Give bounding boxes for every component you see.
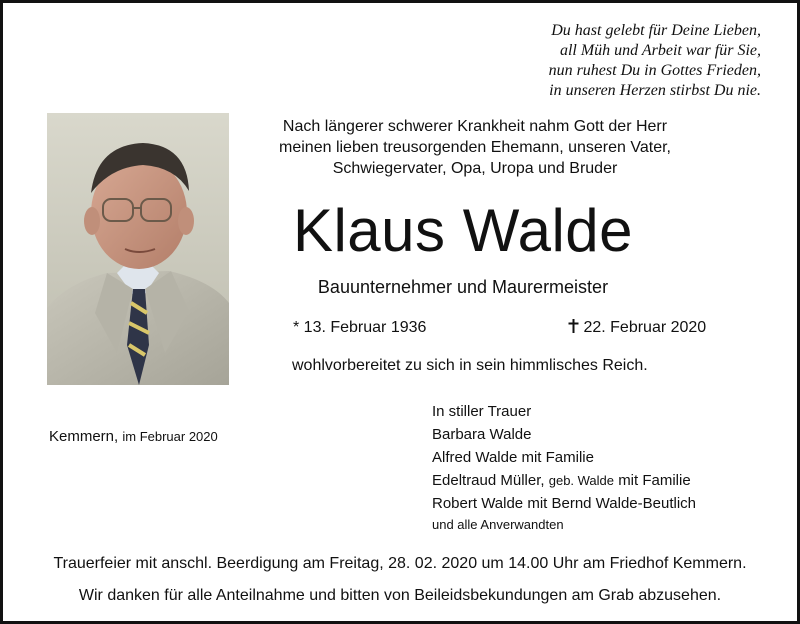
mourner: Robert Walde mit Bernd Walde-Beutlich (432, 495, 696, 512)
closing-line: wohlvorbereitet zu sich in sein himmlisches Reich. (292, 357, 648, 374)
poem-line: in unseren Herzen stirbst Du nie. (549, 82, 761, 99)
funeral-info: Trauerfeier mit anschl. Beerdigung am Freitag, 28. 02. 2020 um 14.00 Uhr am Friedhof Kemmern. (53, 555, 747, 572)
poem-line: nun ruhest Du in Gottes Frieden, (548, 62, 761, 79)
mourner: Barbara Walde (432, 426, 532, 443)
deceased-profession: Bauunternehmer und Maurermeister (317, 277, 609, 297)
thanks-note: Wir danken für alle Anteilnahme und bitten von Beileidsbekundungen am Grab abzusehen. (78, 587, 722, 604)
intro-text (265, 116, 685, 179)
place-month: im Februar 2020 (122, 429, 218, 444)
poem-line: all Müh und Arbeit war für Sie, (559, 42, 761, 59)
poem-line: Du hast gelebt für Deine Lieben, (551, 22, 761, 39)
mourner-relatives: und alle Anverwandten (432, 517, 564, 532)
mourner-suffix: mit Familie (618, 472, 691, 489)
mourner-birth-name: geb. Walde (548, 473, 615, 488)
intro-line: Schwiegervater, Opa, Uropa und Bruder (332, 160, 618, 177)
poem (401, 21, 761, 101)
portrait-photo (47, 113, 229, 385)
intro-line: Nach längerer schwerer Krankheit nahm Gott der Herr (282, 118, 668, 135)
mourners-list (432, 400, 696, 535)
place-town: Kemmern, (49, 428, 119, 445)
intro-line: meinen lieben treusorgenden Ehemann, unseren Vater, (279, 139, 671, 156)
death-date-row (568, 317, 706, 339)
birth-date: * 13. Februar 1936 (293, 319, 427, 336)
mourners-header: In stiller Trauer (432, 403, 532, 420)
death-date: 22. Februar 2020 (583, 319, 707, 336)
mourner: Alfred Walde mit Familie (432, 449, 594, 466)
deceased-name: Klaus Walde (292, 197, 634, 264)
mourner (432, 469, 696, 492)
place-date (49, 427, 218, 447)
mourner-name: Edeltraud Müller, (432, 472, 545, 489)
cross-icon (568, 319, 583, 336)
